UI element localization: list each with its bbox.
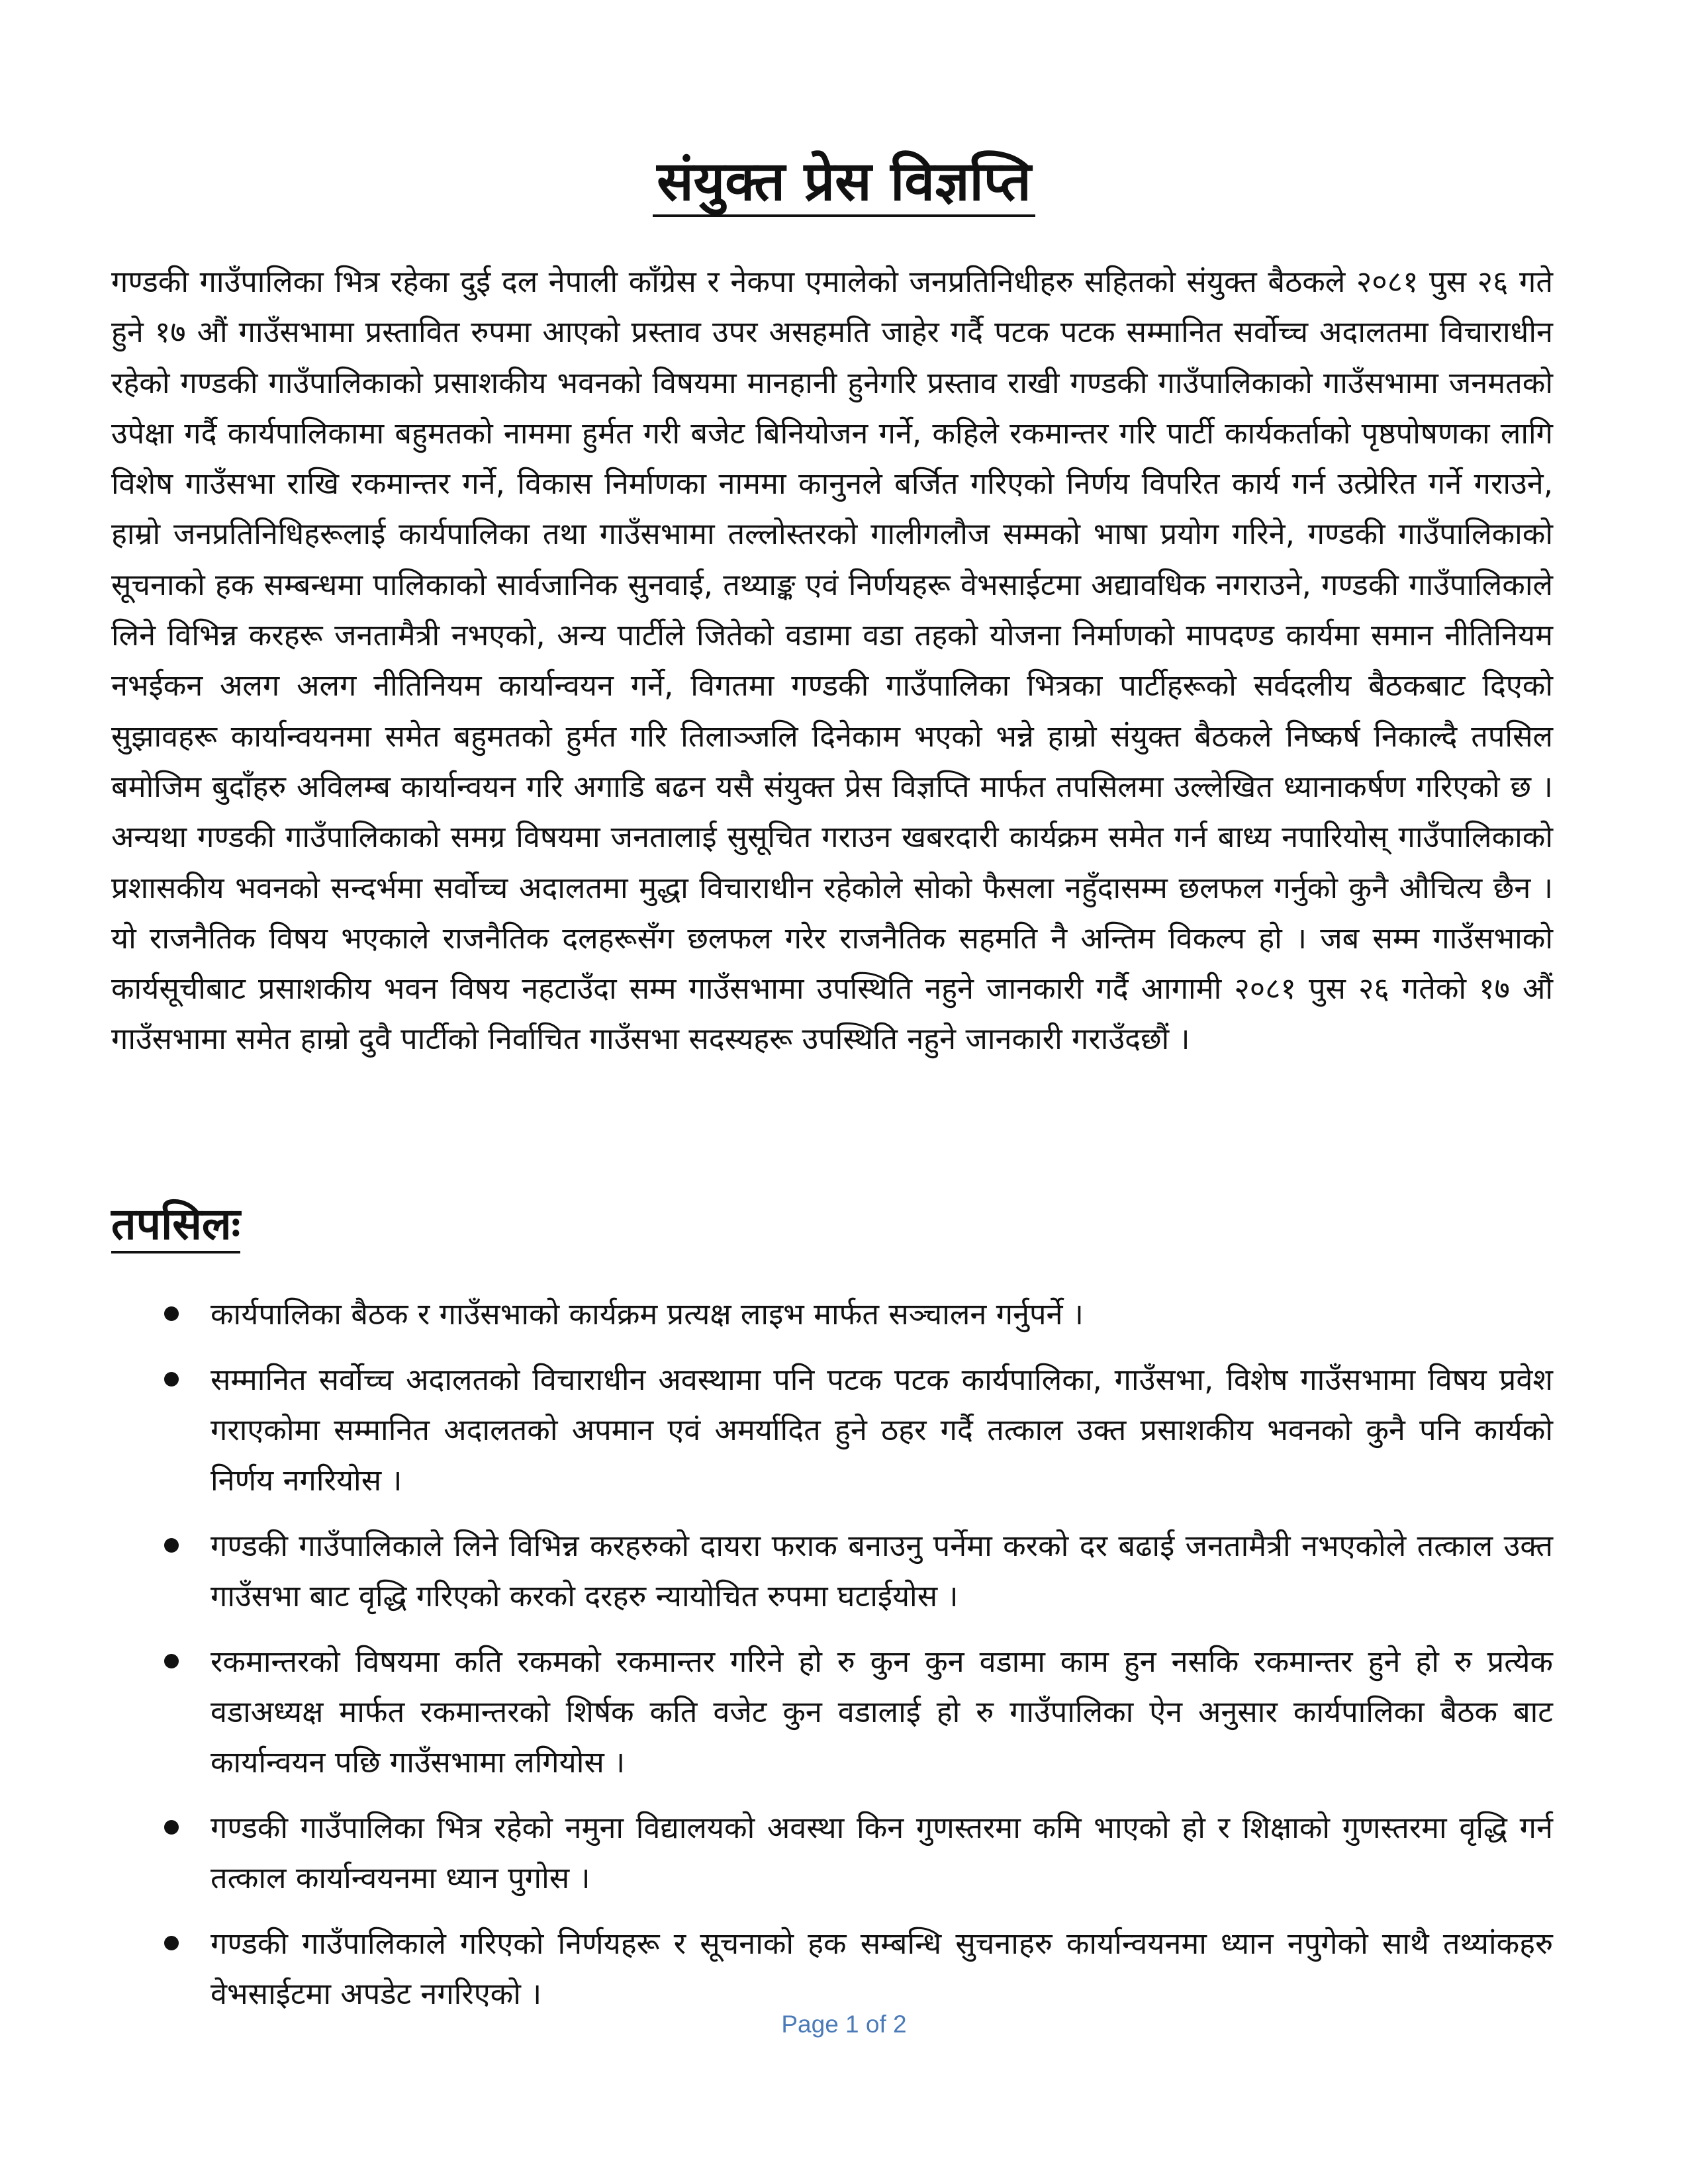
list-item [111,1521,1553,1621]
details-list [111,1289,1553,2034]
bullet-icon [164,1306,179,1321]
bullet-icon [164,1538,179,1553]
list-item [111,1289,1553,1340]
list-item [111,1355,1553,1506]
list-item-text: गण्डकी गाउँपालिका भित्र रहेको नमुना विद्यालयको अवस्था किन गुणस्तरमा कमि भाएको हो र शिक्षाको गुणस्तरमा वृद्धि गर्न तत्काल कार्यान्वयनमा ध्यान पुगोस । [211,1810,1553,1895]
list-item [111,1637,1553,1788]
document-title-block [0,149,1688,215]
bullet-icon [164,1820,179,1835]
document-title: संयुक्त प्रेस विज्ञप्ति [653,150,1035,217]
bullet-icon [164,1654,179,1668]
section-heading: तपसिलः [111,1199,240,1253]
section-heading-block [111,1195,240,1254]
bullet-icon [164,1372,179,1387]
list-item [111,1919,1553,2019]
list-item-text: कार्यपालिका बैठक र गाउँसभाको कार्यक्रम प्रत्यक्ष लाइभ मार्फत सञ्चालन गर्नुपर्ने । [211,1297,1084,1332]
bullet-icon [164,1936,179,1950]
list-item-text: गण्डकी गाउँपालिकाले गरिएको निर्णयहरू र सूचनाको हक सम्बन्धि सुचनाहरु कार्यान्वयनमा ध्यान नपुगेको साथै तथ्यांकहरु वेभसाईटमा अपडेट नगरिएको । [211,1926,1553,2011]
list-item [111,1803,1553,1903]
press-release-body: गण्डकी गाउँपालिका भित्र रहेका दुई दल नेपाली काँग्रेस र नेकपा एमालेको जनप्रतिनिधीहरु सहितको संयुक्त बैठकले २०८१ पुस २६ गते हुने १७ औं गाउँसभामा प्रस्तावित रुपमा आएको प्रस्ताव उपर असहमति जाहेर गर्दै पटक पटक सम्मानित सर्वोच्च अदालतमा विचाराधीन रहेको गण्डकी गाउँपालिकाको प्रसाशकीय भवनको विषयमा मानहानी हुनेगरि प्रस्ताव राखी गण्डकी गाउँपालिकाको गाउँसभामा जनमतको उपेक्षा गर्दै कार्यपालिकामा बहुमतको नाममा हुर्मत गरी बजेट बिनियोजन गर्ने, कहिले रकमान्तर गरि पार्टी कार्यकर्ताको पृष्ठपोषणका लागि विशेष गाउँसभा राखि रकमान्तर गर्ने, विकास निर्माणका नाममा कानुनले बर्जित गरिएको निर्णय विपरित कार्य गर्न उत्प्रेरित गर्ने गराउने, हाम्रो जनप्रतिनिधिहरूलाई कार्यपालिका तथा गाउँसभामा तल्लोस्तरको गालीगलौज सम्मको भाषा प्रयोग गरिने, गण्डकी गाउँपालिकाको सूचनाको हक सम्बन्धमा पालिकाको सार्वजानिक सुनवाई, तथ्याङ्क एवं निर्णयहरू वेभसाईटमा अद्यावधिक नगराउने, गण्डकी गाउँपालिकाले लिने विभिन्न करहरू जनतामैत्री नभएको, अन्य पार्टीले जितेको वडामा वडा तहको योजना निर्माणको मापदण्ड कार्यमा समान नीतिनियम नभईकन अलग अलग नीतिनियम कार्यान्वयन गर्ने, विगतमा गण्डकी गाउँपालिका भित्रका पार्टीहरूको सर्वदलीय बैठकबाट दिएको सुझावहरू कार्यान्वयनमा समेत बहुमतको हुर्मत गरि तिलाञ्जलि दिनेकाम भएको भन्ने हाम्रो संयुक्त बैठकले निष्कर्ष निकाल्दै तपसिल बमोजिम बुदाँहरु अविलम्ब कार्यान्वयन गरि अगाडि बढन यसै संयुक्त प्रेस विज्ञप्ति मार्फत तपसिलमा उल्लेखित ध्यानाकर्षण गरिएको छ । अन्यथा गण्डकी गाउँपालिकाको समग्र विषयमा जनतालाई सुसूचित गराउन खबरदारी कार्यक्रम समेत गर्न बाध्य नपारियोस् गाउँपालिकाको प्रशासकीय भवनको सन्दर्भमा सर्वोच्च अदालतमा मुद्धा विचाराधीन रहेकोले सोको फैसला नहुँदासम्म छलफल गर्नुको कुनै औचित्य छैन । यो राजनैतिक विषय भएकाले राजनैतिक दलहरूसँग छलफल गरेर राजनैतिक सहमति नै अन्तिम विकल्प हो । जब सम्म गाउँसभाको कार्यसूचीबाट प्रसाशकीय भवन विषय नहटाउँदा सम्म गाउँसभामा उपस्थिति नहुने जानकारी गर्दै आगामी २०८१ पुस २६ गतेको १७ औं गाउँसभामा समेत हाम्रो दुवै पार्टीको निर्वाचित गाउँसभा सदस्यहरू उपस्थिति नहुने जानकारी गराउँदछौं । [111,264,1553,1057]
list-item-text: सम्मानित सर्वोच्च अदालतको विचाराधीन अवस्थामा पनि पटक पटक कार्यपालिका, गाउँसभा, विशेष गाउँसभामा विषय प्रवेश गराएकोमा सम्मानित अदालतको अपमान एवं अमर्यादित हुने ठहर गर्दै तत्काल उक्त प्रसाशकीय भवनको कुनै पनि कार्यको निर्णय नगरियोस । [211,1362,1553,1498]
list-item-text: रकमान्तरको विषयमा कति रकमको रकमान्तर गरिने हो रु कुन कुन वडामा काम हुन नसकि रकमान्तर हुने हो रु प्रत्येक वडाअध्यक्ष मार्फत रकमान्तरको शिर्षक कति वजेट कुन वडालाई हो रु गाउँपालिका ऐन अनुसार कार्यपालिका बैठक बाट कार्यान्वयन पछि गाउँसभामा लगियोस । [211,1644,1553,1780]
page-number-footer: Page 1 of 2 [781,2011,907,2038]
list-item-text: गण्डकी गाउँपालिकाले लिने विभिन्न करहरुको दायरा फराक बनाउनु पर्नेमा करको दर बढाई जनतामैत्री नभएकोले तत्काल उक्त गाउँसभा बाट वृद्धि गरिएको करको दरहरु न्यायोचित रुपमा घटाईयोस । [211,1528,1553,1614]
